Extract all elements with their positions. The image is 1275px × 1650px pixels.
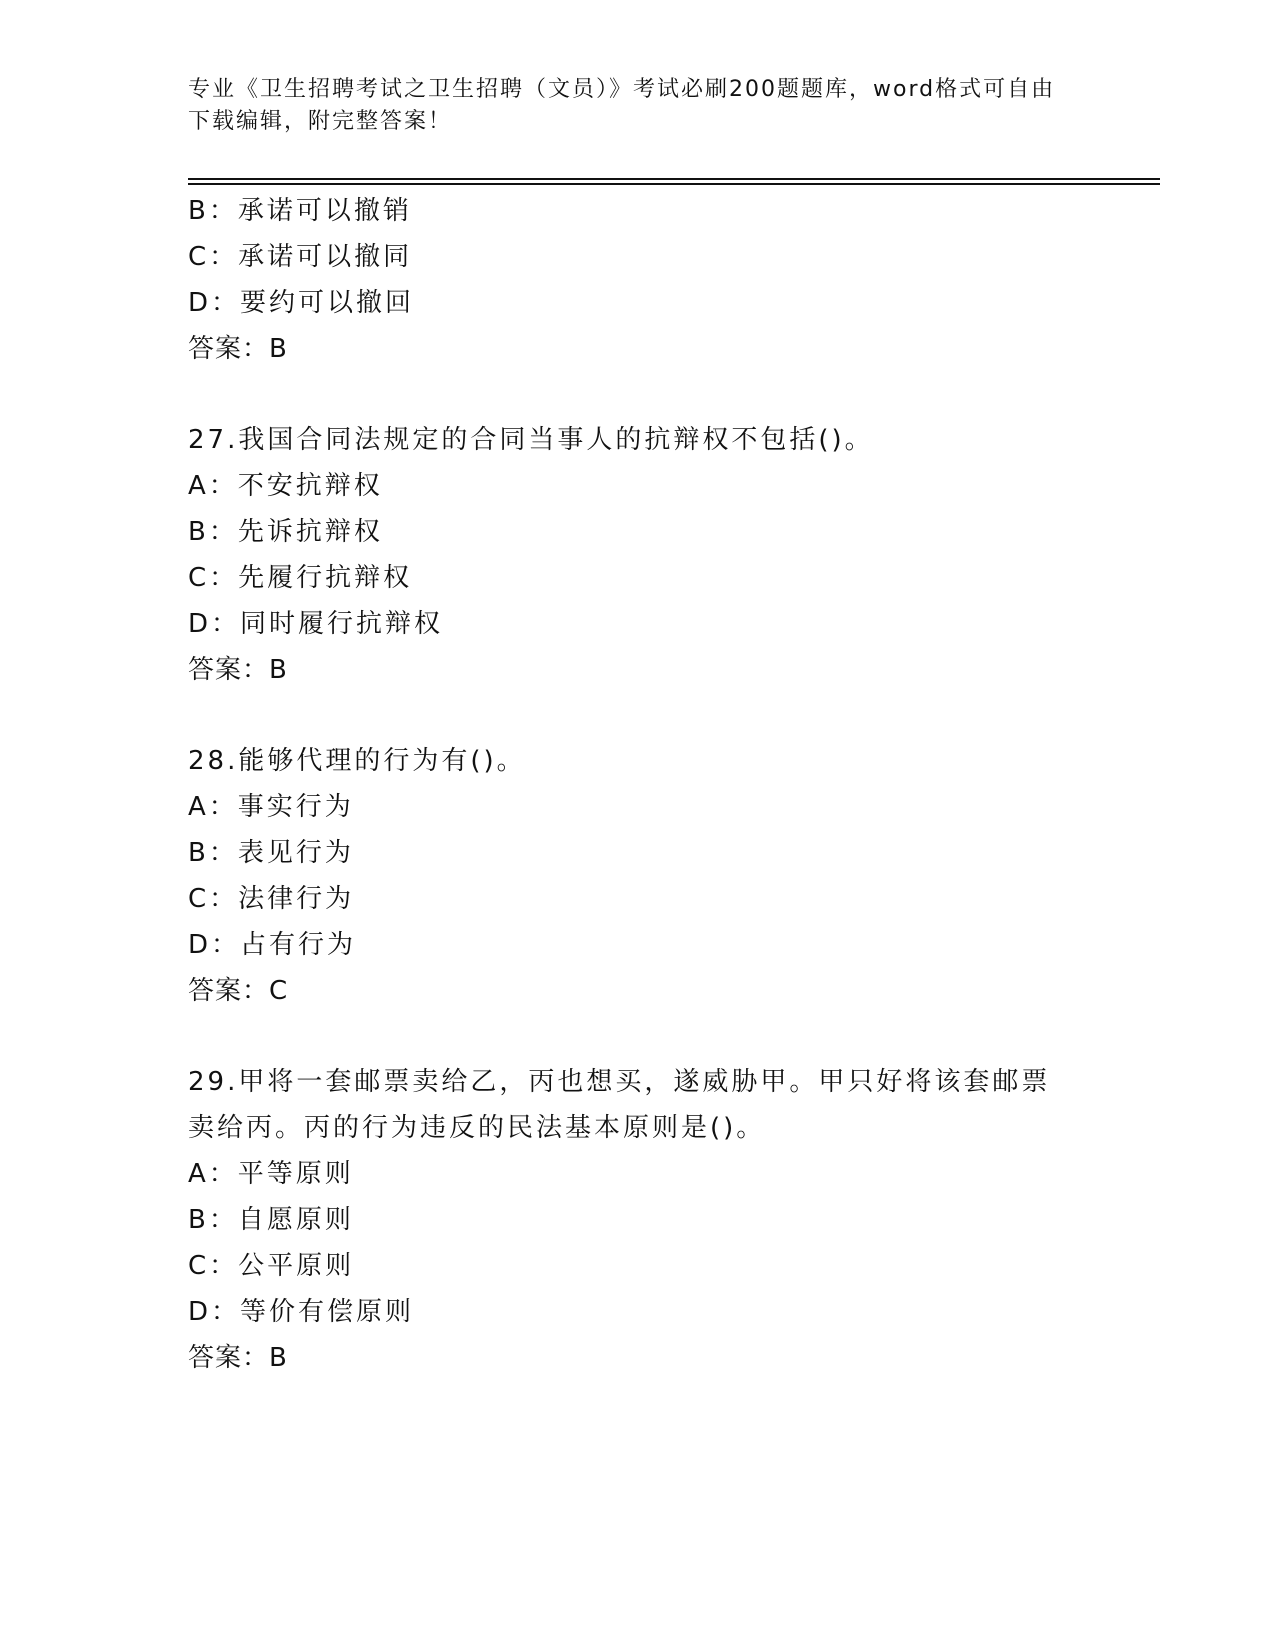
spacer bbox=[188, 693, 1088, 738]
question-stem: 28.能够代理的行为有()。 bbox=[188, 746, 526, 776]
option-a: A：不安抗辩权 bbox=[188, 471, 383, 501]
option-a: A：平等原则 bbox=[188, 1159, 354, 1189]
option-b: B：先诉抗辩权 bbox=[188, 517, 383, 547]
question-list bbox=[188, 188, 1088, 1381]
option-d: D：要约可以撤回 bbox=[188, 288, 415, 318]
option-c: C：先履行抗辩权 bbox=[188, 563, 413, 593]
option-c: C：法律行为 bbox=[188, 884, 355, 914]
option-b: B：承诺可以撤销 bbox=[188, 196, 412, 226]
question-stem: 27.我国合同法规定的合同当事人的抗辩权不包括()。 bbox=[188, 425, 874, 455]
question-block bbox=[188, 738, 1088, 1014]
option-c: C：公平原则 bbox=[188, 1251, 355, 1281]
option-d: D：同时履行抗辩权 bbox=[188, 609, 444, 639]
option-b: B：自愿原则 bbox=[188, 1205, 354, 1235]
option-b: B：表见行为 bbox=[188, 838, 354, 868]
question-block bbox=[188, 417, 1088, 693]
option-a: A：事实行为 bbox=[188, 792, 354, 822]
header-rule-top bbox=[188, 178, 1160, 180]
answer-line: 答案：B bbox=[188, 655, 288, 685]
option-d: D：占有行为 bbox=[188, 930, 357, 960]
question-block-partial bbox=[188, 188, 1088, 372]
spacer bbox=[188, 372, 1088, 417]
option-d: D：等价有偿原则 bbox=[188, 1297, 415, 1327]
spacer bbox=[188, 1014, 1088, 1059]
question-stem: 29.甲将一套邮票卖给乙，丙也想买，遂威胁甲。甲只好将该套邮票卖给丙。丙的行为违反的民法基本原则是()。 bbox=[188, 1067, 1051, 1143]
document-header: 专业《卫生招聘考试之卫生招聘（文员）》考试必刷200题题库，word格式可自由下载编辑，附完整答案！ bbox=[188, 77, 1056, 134]
question-block bbox=[188, 1059, 1088, 1381]
answer-line: 答案：B bbox=[188, 334, 288, 364]
option-c: C：承诺可以撤同 bbox=[188, 242, 413, 272]
answer-line: 答案：C bbox=[188, 976, 289, 1006]
answer-line: 答案：B bbox=[188, 1343, 288, 1373]
header-rule-bottom bbox=[188, 183, 1160, 185]
